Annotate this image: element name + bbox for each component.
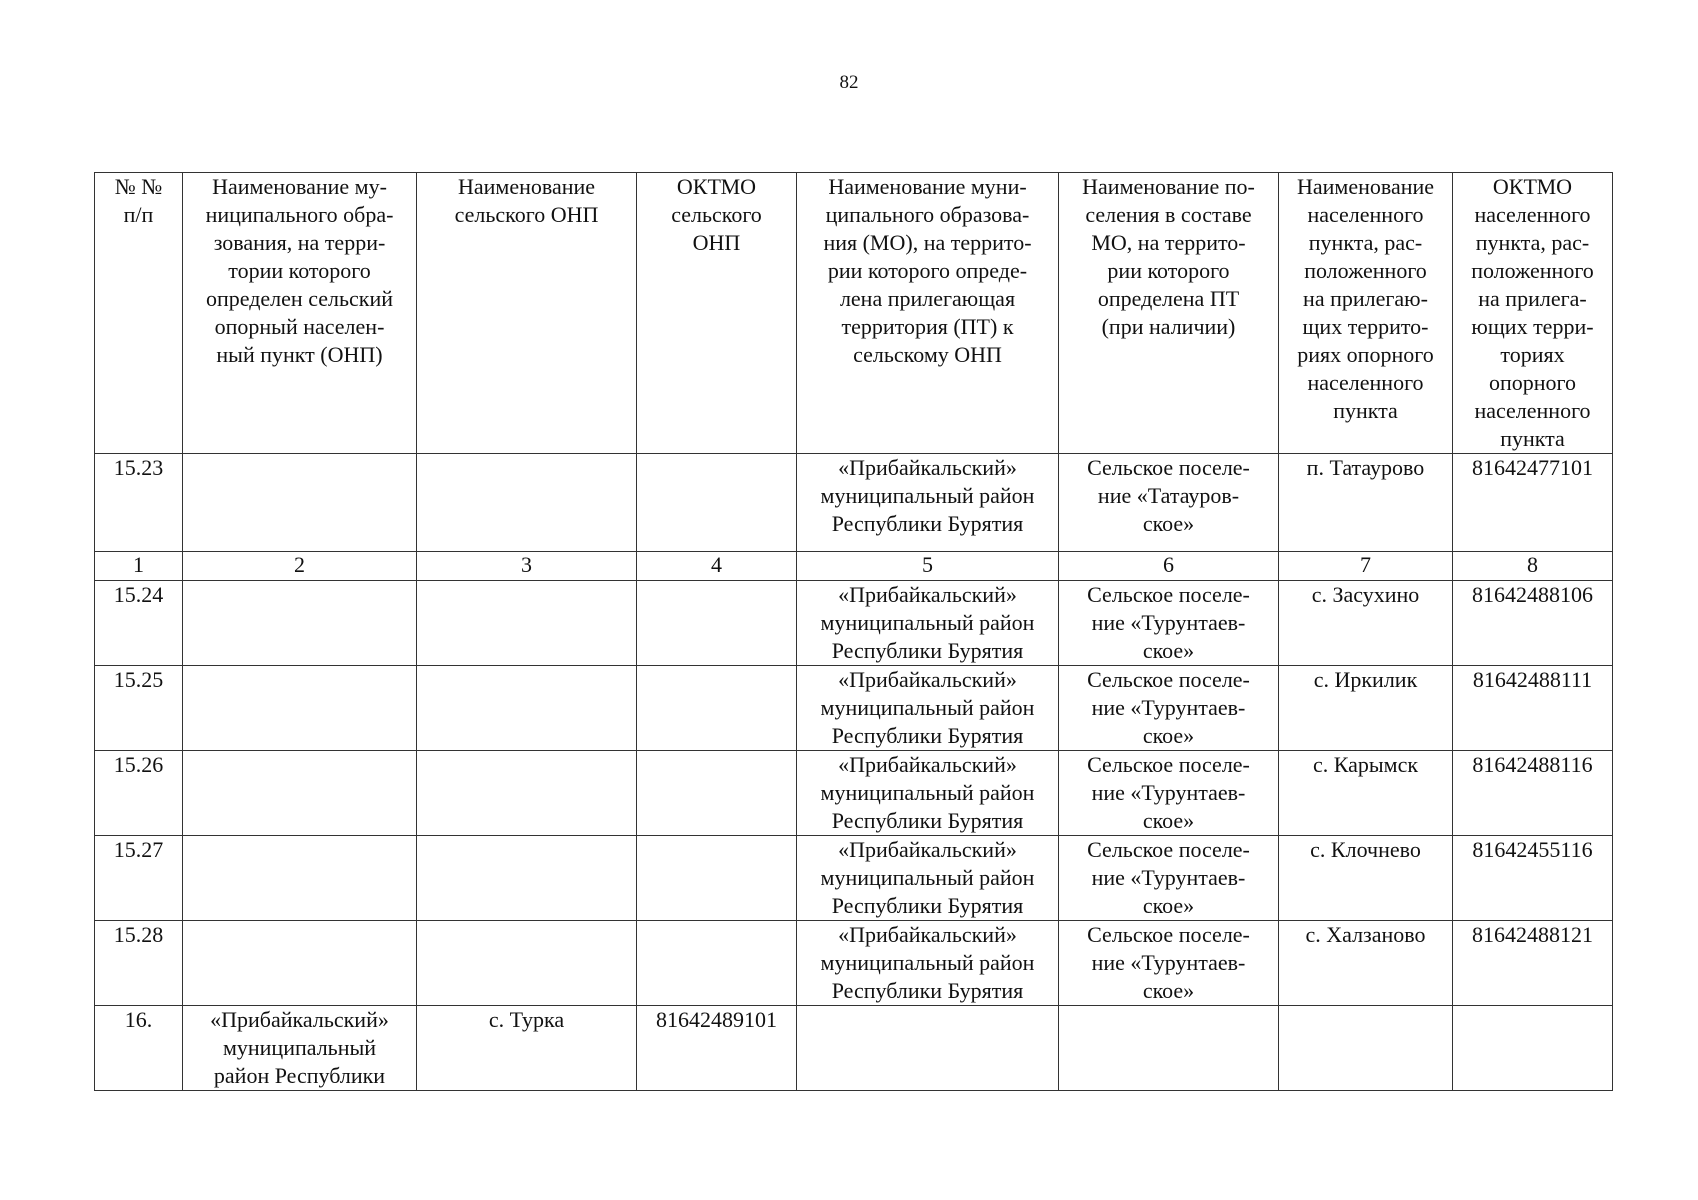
cell-text-line: п/п: [123, 202, 154, 227]
cell-empty: [417, 836, 637, 921]
cell-text-line: ниципального обра-: [205, 202, 394, 227]
cell-empty: [637, 921, 797, 1006]
cell-text-line: опорный населен-: [214, 314, 385, 339]
cell-text-line: территория (ПТ) к: [841, 314, 1014, 339]
cell-locality: п. Татаурово: [1279, 454, 1453, 552]
header-cell-settlement: [1059, 173, 1279, 454]
header-cell-mo-pt: [797, 173, 1059, 454]
cell-text-line: положенного: [1471, 258, 1594, 283]
cell-text-line: пункта: [1500, 426, 1565, 451]
cell-text-line: Республики Бурятия: [831, 978, 1024, 1003]
cell-oktmo: 81642488116: [1453, 751, 1613, 836]
cell-text-line: Наименование: [457, 174, 596, 199]
cell-text-line: ние «Турунтаев-: [1091, 780, 1246, 805]
cell-empty: [417, 666, 637, 751]
row-number: 16.: [95, 1006, 183, 1091]
cell-locality: с. Клочнево: [1279, 836, 1453, 921]
cell-empty: [637, 454, 797, 552]
cell-text-line: тории которого: [228, 258, 371, 283]
cell-text-line: Сельское поселе-: [1087, 922, 1250, 947]
cell-text-line: ОКТМО: [1492, 174, 1573, 199]
cell-text-line: Наименование муни-: [828, 174, 1027, 199]
cell-empty: [637, 581, 797, 666]
cell-empty: [183, 751, 417, 836]
cell-text-line: муниципальный район: [820, 780, 1035, 805]
cell-empty: [183, 836, 417, 921]
cell-text-line: Наименование: [1296, 174, 1435, 199]
cell-text-line: ющих терри-: [1471, 314, 1594, 339]
cell-empty: [183, 581, 417, 666]
cell-text-line: Сельское поселе-: [1087, 752, 1250, 777]
cell-empty: [183, 921, 417, 1006]
cell-text-line: ское»: [1142, 808, 1195, 833]
cell-locality: с. Карымск: [1279, 751, 1453, 836]
header-cell-locality-oktmo: [1453, 173, 1613, 454]
cell-text-line: пункта: [1333, 398, 1398, 423]
row-number: 15.24: [95, 581, 183, 666]
header-cell-mo-onp: [183, 173, 417, 454]
cell-empty: [1453, 1006, 1613, 1091]
cell-text-line: ОНП: [692, 230, 741, 255]
cell-text-line: муниципальный район: [820, 610, 1035, 635]
cell-text-line: зования, на терри-: [213, 230, 386, 255]
cell-text-line: населенного: [1307, 370, 1424, 395]
cell-text-line: «Прибайкальский»: [838, 752, 1017, 777]
cell-text-line: населенного: [1474, 398, 1591, 423]
cell-text-line: Наименование му-: [212, 174, 387, 199]
cell-text-line: опорного: [1488, 370, 1577, 395]
table-row: [95, 751, 1613, 836]
cell-text-line: сельского: [671, 202, 762, 227]
cell-text-line: ние «Турунтаев-: [1091, 610, 1246, 635]
cell-municipal-district: [797, 666, 1059, 751]
cell-locality: с. Халзаново: [1279, 921, 1453, 1006]
column-index: 1: [95, 552, 183, 581]
cell-empty: [637, 666, 797, 751]
table-row: [95, 581, 1613, 666]
cell-text-line: рии которого опреде-: [827, 258, 1028, 283]
cell-text-line: муниципальный район: [820, 950, 1035, 975]
cell-empty: [183, 666, 417, 751]
cell-text-line: ние «Турунтаев-: [1091, 695, 1246, 720]
cell-rural-settlement: [1059, 751, 1279, 836]
cell-locality: с. Иркилик: [1279, 666, 1453, 751]
cell-text-line: определена ПТ: [1097, 286, 1240, 311]
table-row: [95, 1006, 1613, 1091]
cell-municipal-district-onp: [183, 1006, 417, 1091]
cell-text-line: Республики Бурятия: [831, 893, 1024, 918]
cell-text-line: Сельское поселе-: [1087, 667, 1250, 692]
cell-text-line: Республики Бурятия: [831, 808, 1024, 833]
cell-empty: [417, 921, 637, 1006]
row-number: 15.26: [95, 751, 183, 836]
cell-text-line: № №: [114, 174, 163, 199]
cell-text-line: Республики Бурятия: [831, 511, 1024, 536]
header-cell-onp-oktmo: [637, 173, 797, 454]
cell-text-line: ское»: [1142, 978, 1195, 1003]
cell-text-line: на прилегаю-: [1303, 286, 1428, 311]
cell-text-line: пункта, рас-: [1475, 230, 1590, 255]
cell-text-line: муниципальный район: [820, 483, 1035, 508]
header-cell-locality: [1279, 173, 1453, 454]
cell-text-line: «Прибайкальский»: [838, 667, 1017, 692]
cell-text-line: «Прибайкальский»: [838, 455, 1017, 480]
cell-text-line: селения в составе: [1085, 202, 1252, 227]
cell-text-line: «Прибайкальский»: [838, 582, 1017, 607]
column-index: 3: [417, 552, 637, 581]
column-index: 2: [183, 552, 417, 581]
cell-empty: [183, 454, 417, 552]
cell-text-line: ние «Турунтаев-: [1091, 865, 1246, 890]
cell-rural-settlement: [1059, 581, 1279, 666]
table-row: [95, 454, 1613, 552]
cell-rural-settlement: [1059, 836, 1279, 921]
cell-empty: [637, 751, 797, 836]
row-number: 15.27: [95, 836, 183, 921]
cell-text-line: «Прибайкальский»: [838, 922, 1017, 947]
cell-locality: с. Засухино: [1279, 581, 1453, 666]
cell-onp-name: с. Турка: [417, 1006, 637, 1091]
table-row: [95, 836, 1613, 921]
cell-text-line: лена прилегающая: [839, 286, 1016, 311]
column-index: 5: [797, 552, 1059, 581]
cell-text-line: Республики Бурятия: [831, 723, 1024, 748]
settlements-table: [94, 172, 1613, 1091]
cell-text-line: ние «Турунтаев-: [1091, 950, 1246, 975]
cell-text-line: пункта, рас-: [1308, 230, 1423, 255]
cell-text-line: определен сельский: [205, 286, 394, 311]
cell-oktmo: 81642488121: [1453, 921, 1613, 1006]
header-row: [95, 173, 1613, 454]
cell-text-line: ципального образова-: [825, 202, 1030, 227]
cell-text-line: ское»: [1142, 638, 1195, 663]
cell-onp-oktmo: 81642489101: [637, 1006, 797, 1091]
cell-municipal-district: [797, 454, 1059, 552]
column-index-row: [95, 552, 1613, 581]
cell-empty: [417, 581, 637, 666]
row-number: 15.28: [95, 921, 183, 1006]
cell-text-line: положенного: [1304, 258, 1427, 283]
cell-text-line: ское»: [1142, 511, 1195, 536]
column-index: 7: [1279, 552, 1453, 581]
column-index: 8: [1453, 552, 1613, 581]
cell-municipal-district: [797, 921, 1059, 1006]
cell-municipal-district: [797, 751, 1059, 836]
row-number: 15.23: [95, 454, 183, 552]
cell-text-line: ториях: [1500, 342, 1565, 367]
cell-rural-settlement: [1059, 454, 1279, 552]
cell-text-line: рии которого: [1107, 258, 1230, 283]
cell-oktmo: 81642477101: [1453, 454, 1613, 552]
cell-empty: [417, 454, 637, 552]
cell-text-line: ный пункт (ОНП): [216, 342, 383, 367]
row-number: 15.25: [95, 666, 183, 751]
cell-rural-settlement: [1059, 921, 1279, 1006]
cell-text-line: Республики Бурятия: [831, 638, 1024, 663]
cell-text-line: ское»: [1142, 893, 1195, 918]
cell-oktmo: 81642488106: [1453, 581, 1613, 666]
cell-text-line: ское»: [1142, 723, 1195, 748]
header-cell-number: [95, 173, 183, 454]
cell-text-line: (при наличии): [1101, 314, 1236, 339]
cell-text-line: «Прибайкальский»: [210, 1007, 389, 1032]
cell-text-line: Сельское поселе-: [1087, 837, 1250, 862]
cell-municipal-district: [797, 836, 1059, 921]
table-row: [95, 666, 1613, 751]
cell-text-line: муниципальный: [222, 1035, 377, 1060]
cell-municipal-district: [797, 581, 1059, 666]
cell-text-line: МО, на террито-: [1091, 230, 1246, 255]
cell-oktmo: 81642455116: [1453, 836, 1613, 921]
cell-empty: [797, 1006, 1059, 1091]
column-index: 6: [1059, 552, 1279, 581]
cell-rural-settlement: [1059, 666, 1279, 751]
cell-text-line: сельского ОНП: [454, 202, 599, 227]
cell-text-line: муниципальный район: [820, 695, 1035, 720]
cell-empty: [417, 751, 637, 836]
cell-text-line: риях опорного: [1297, 342, 1434, 367]
cell-text-line: район Республики: [213, 1063, 386, 1088]
cell-text-line: на прилега-: [1478, 286, 1587, 311]
cell-text-line: «Прибайкальский»: [838, 837, 1017, 862]
table-row: [95, 921, 1613, 1006]
cell-text-line: населенного: [1474, 202, 1591, 227]
cell-empty: [1279, 1006, 1453, 1091]
cell-text-line: ние «Татауров-: [1097, 483, 1240, 508]
cell-text-line: Сельское поселе-: [1087, 455, 1250, 480]
cell-text-line: ния (МО), на террито-: [823, 230, 1032, 255]
cell-text-line: сельскому ОНП: [853, 342, 1002, 367]
cell-text-line: населенного: [1307, 202, 1424, 227]
cell-text-line: щих террито-: [1302, 314, 1429, 339]
page-number: 82: [839, 72, 859, 93]
header-cell-onp-name: [417, 173, 637, 454]
cell-text-line: ОКТМО: [676, 174, 757, 199]
column-index: 4: [637, 552, 797, 581]
cell-text-line: Наименование по-: [1082, 174, 1255, 199]
cell-empty: [637, 836, 797, 921]
cell-text-line: муниципальный район: [820, 865, 1035, 890]
cell-empty: [1059, 1006, 1279, 1091]
cell-oktmo: 81642488111: [1453, 666, 1613, 751]
cell-text-line: Сельское поселе-: [1087, 582, 1250, 607]
